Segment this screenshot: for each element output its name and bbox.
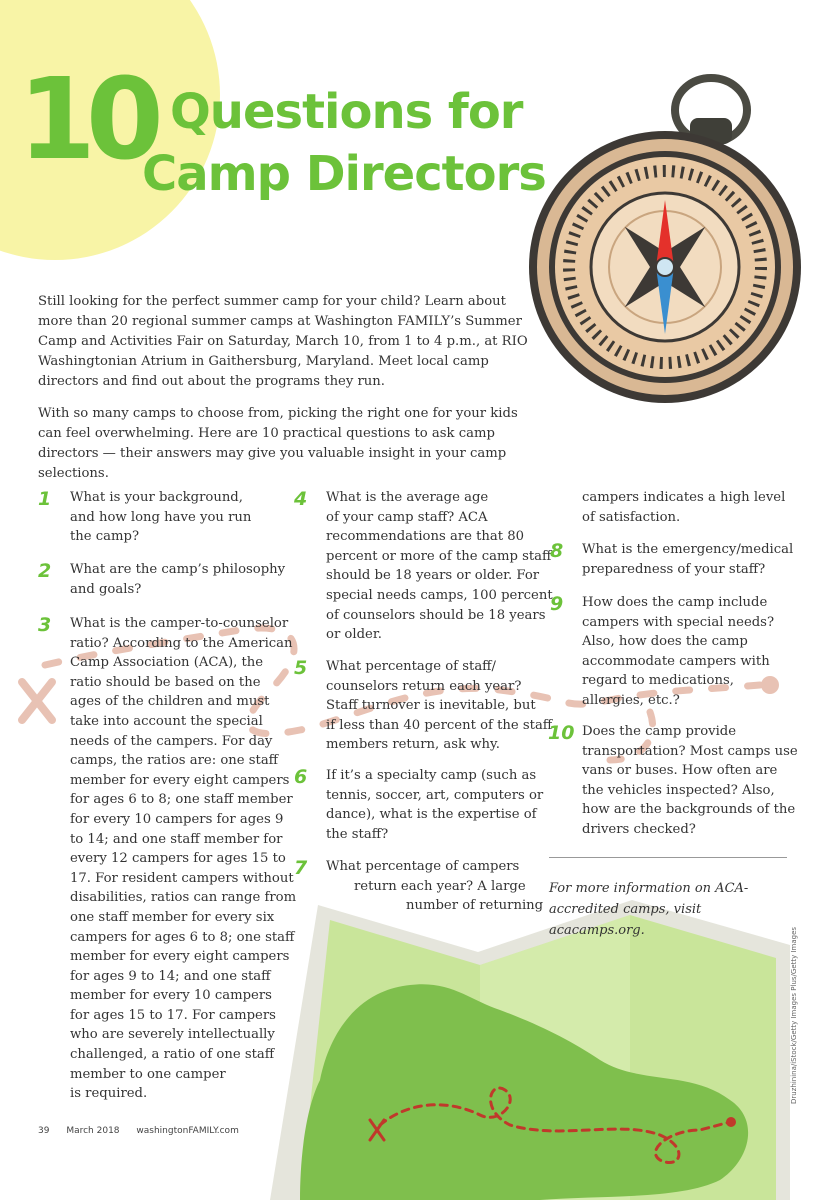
question-line: of satisfaction. [582,509,681,525]
compass-illustration [529,78,801,403]
intro-paragraph-2: With so many camps to choose from, picking the right one for your kids can feel overwhelming. Here are 10 practical questions to ask camp directors — their answers may give you valuable insight in your camp selections. [38,406,518,481]
intro-paragraph-1: Still looking for the perfect summer camp for your child? Learn about more than 20 regional summer camps at Washington FAMILY’s Summer Camp and Activities Fair on Saturday, March 10, from 1 to 4 p.m., at RIO Washingtonian Atrium in Gaithersburg, Maryland. Meet local camp directors and find out about the programs they run. [38,294,528,389]
page-footer [38,1126,253,1136]
question-text-9 [582,593,807,711]
question-line: 17. For resident campers without [70,870,294,886]
question-line: the staff? [326,826,389,842]
question-text-3 [70,614,295,1104]
question-line: What percentage of campers [326,859,520,874]
map-illustration [270,900,790,1200]
question-line: Staff turnover is inevitable, but [326,698,536,714]
question-line: ages of the children and must [70,694,270,710]
question-text-10 [582,722,807,840]
question-line: allergies, etc.? [582,692,680,708]
question-line: recommendations are that 80 [326,529,525,545]
question-line: member for every eight campers [70,949,290,965]
question-number-10: 10 [548,722,575,744]
question-line: for every 10 campers for ages 9 [70,811,284,827]
question-line: What is the emergency/medical [582,542,794,557]
question-line: percent or more of the camp staff [326,548,552,564]
question-line: Does the camp provide [582,724,737,739]
question-line: campers for ages 6 to 8; one staff [70,929,295,945]
page-number: 39 [38,1126,50,1136]
question-line: the camp? [70,529,140,545]
question-line: how are the backgrounds of the [582,802,796,818]
question-number-3: 3 [38,614,52,636]
question-line: What is your background, [70,490,243,505]
issue-date: March 2018 [66,1126,120,1136]
question-line: needs of the campers. For day [70,733,273,749]
question-line: is required. [70,1086,148,1102]
question-number-7: 7 [294,857,308,879]
question-number-8: 8 [550,540,564,562]
question-number-5: 5 [294,657,308,679]
question-line: members return, ask why. [326,737,500,753]
question-line: challenged, a ratio of one staff [70,1047,275,1063]
title-line-2: Camp Directors [142,146,546,202]
question-line: What are the camp’s philosophy [70,562,286,577]
question-line: to 14; and one staff member for [70,831,283,847]
question-line: preparedness of your staff? [582,561,766,577]
photo-credit: Druzhinina/iStock/Getty Images Plus/Getty Images [790,926,798,1104]
question-line: take into account the special [70,713,263,729]
question-line: and how long have you run [70,509,252,525]
more-info-note: For more information on ACA-accredited camps, visit acacamps.org. [549,881,749,938]
question-text-2 [70,560,295,599]
question-line: vans or buses. How often are [582,763,778,779]
question-line: if less than 40 percent of the staff [326,717,553,733]
question-line: of your camp staff? ACA [326,509,488,525]
question-line: Also, how does the camp [582,634,748,650]
question-line: special needs camps, 100 percent [326,587,553,603]
question-number-9: 9 [550,593,564,615]
question-number-2: 2 [38,560,52,582]
divider [549,857,787,858]
question-line: counselors return each year? [326,678,522,694]
question-line: ratio should be based on the [70,674,261,690]
question-line: drivers checked? [582,821,696,837]
question-line: What is the camper-to-counselor [70,616,289,631]
site-link[interactable]: washingtonFAMILY.com [136,1126,239,1136]
question-line: who are severely intellectually [70,1027,275,1043]
question-line: of counselors should be 18 years [326,607,546,623]
question-line: regard to medications, [582,673,734,689]
question-text-5 [326,657,551,755]
question-line: What is the average age [326,490,489,505]
question-line: return each year? A large [354,878,526,894]
question-line: tennis, soccer, art, computers or [326,787,544,803]
question-line: and goals? [70,581,142,597]
question-text-6 [326,766,551,844]
question-text-7 [326,857,551,916]
question-text-4 [326,488,551,645]
question-line: ratio? According to the American [70,635,293,651]
question-line: member for every 10 campers [70,988,272,1004]
question-line: number of returning [406,898,544,914]
question-text-cont [582,488,807,527]
question-line: for ages 15 to 17. For campers [70,1007,276,1023]
question-number-6: 6 [294,766,308,788]
question-line: one staff member for every six [70,909,275,925]
question-line: should be 18 years or older. For [326,568,540,584]
title-number: 10 [18,55,154,185]
question-line: campers with special needs? [582,614,775,630]
question-line: What percentage of staff/ [326,659,496,674]
question-line: member to one camper [70,1066,226,1082]
question-line: camps, the ratios are: one staff [70,753,279,769]
question-line: member for every eight campers [70,772,290,788]
question-line: the vehicles inspected? Also, [582,782,775,798]
question-number-1: 1 [38,488,52,510]
question-line: Camp Association (ACA), the [70,655,264,671]
question-line: dance), what is the expertise of [326,807,537,823]
question-line: If it’s a specialty camp (such as [326,768,537,783]
question-line: campers indicates a high level [582,490,786,505]
question-line: every 12 campers for ages 15 to [70,851,286,867]
question-line: for ages 6 to 8; one staff member [70,792,293,808]
question-line: accommodate campers with [582,653,770,669]
question-number-4: 4 [294,488,308,510]
question-line: How does the camp include [582,595,768,610]
question-line: transportation? Most camps use [582,743,798,759]
question-line: for ages 9 to 14; and one staff [70,968,271,984]
question-text-8 [582,540,807,579]
question-line: disabilities, ratios can range from [70,890,297,906]
question-line: or older. [326,627,382,643]
question-text-1 [70,488,295,547]
x-mark-icon [22,682,52,720]
title-line-1: Questions for [170,84,523,140]
